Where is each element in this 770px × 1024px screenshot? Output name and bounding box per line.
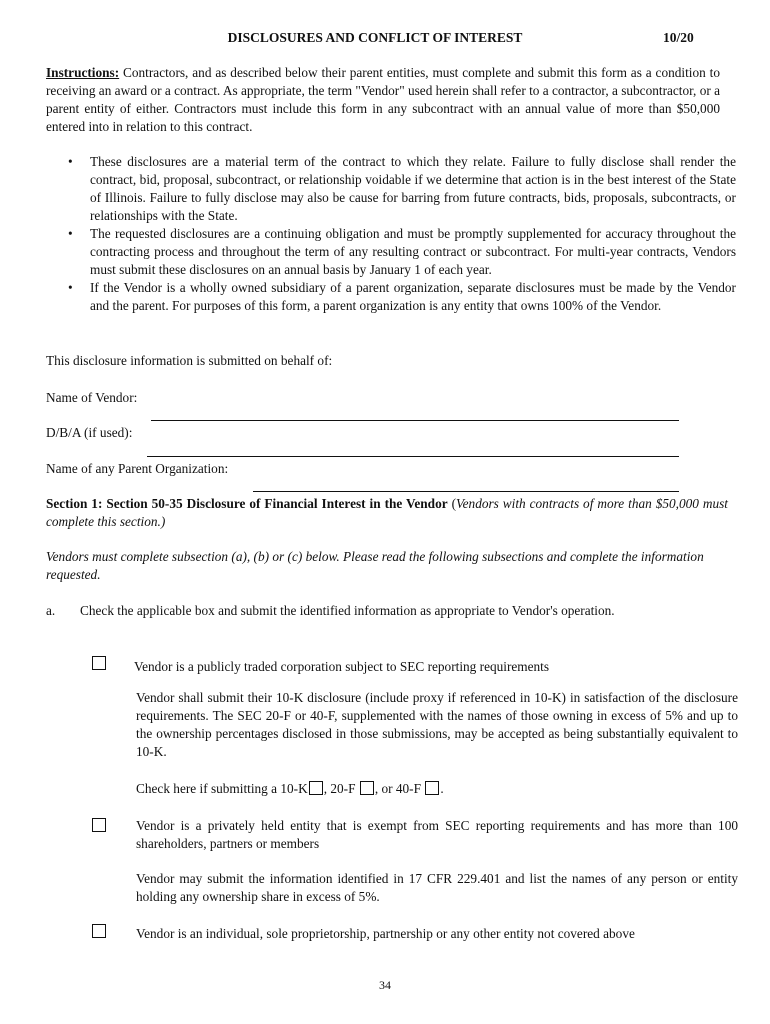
public-corporation-title: Vendor is a publicly traded corporation subject to SEC reporting requirements <box>134 659 550 674</box>
form-code: 10/20 <box>663 30 694 45</box>
public-corporation-description: Vendor shall submit their 10-K disclosure (include proxy if referenced in 10-K) in satisfaction of the disclosure requirements. The SEC 20-F or 40-F, supplemented with the names of those owning in excess of 5% and up to the ownership percentages disclosed in those submissions, may be accepted as being substantially equivalent to 10-K. <box>136 690 738 759</box>
private-entity-description: Vendor may submit the information identified in 17 CFR 229.401 and list the names of any person or entity holding any ownership share in excess of 5%. <box>136 871 738 904</box>
instructions-label: Instructions: <box>46 65 120 80</box>
bullet-icon: • <box>68 280 73 295</box>
private-entity-checkbox[interactable] <box>92 818 106 832</box>
dba-field[interactable] <box>147 456 679 457</box>
page-number: 34 <box>379 978 391 992</box>
submitted-on-behalf-text: This disclosure information is submitted on behalf of: <box>46 353 333 368</box>
bullet-item: • If the Vendor is a wholly owned subsidiary of a parent organization, separate disclosures must be made by the Vendor and the parent. For purposes of this form, a parent organization is any entity that owns 100% of the Vendor. <box>68 280 736 313</box>
bullet-icon: • <box>68 226 73 241</box>
vendor-name-field[interactable] <box>151 420 679 421</box>
parent-organization-label: Name of any Parent Organization: <box>46 461 229 476</box>
subsection-a-text: Check the applicable box and submit the identified information as appropriate to Vendor's operation. <box>80 603 615 618</box>
bullet-item: • The requested disclosures are a continuing obligation and must be promptly supplemented for accuracy throughout the contracting process and throughout the term of any resulting contract or subcontract. For multi-year contracts, Vendors must submit these disclosures on an annual basis by January 1 of each year. <box>68 226 736 277</box>
public-corporation-checkbox[interactable] <box>92 656 106 670</box>
form-title: DISCLOSURES AND CONFLICT OF INTEREST <box>227 30 523 45</box>
bullet-item: • These disclosures are a material term of the contract to which they relate. Failure to fully disclose shall render the contract, bid, proposal, subcontract, or relationship voidable if we determine that action is in the best interest of the State of Illinois. Failure to fully disclose may also be cause for barring from future contracts, bids, proposals, subcontracts, or relationships with the State. <box>68 154 736 223</box>
bullet-icon: • <box>68 154 73 169</box>
instructions-text: Contractors, and as described below their parent entities, must complete and submit this form as a condition to receiving an award or a contract. As appropriate, the term "Vendor" used herein shall refer to a contractor, a subcontractor, or a parent entity of either. Contractors must include this form in any subcontract with an annual value of more than $50,000 entered into in relation to this contract. <box>46 65 720 134</box>
disclosure-bullet-list <box>46 153 736 315</box>
vendor-name-label: Name of Vendor: <box>46 390 138 405</box>
section1-instructions: Vendors must complete subsection (a), (b) or (c) below. Please read the following subsections and complete the information requested. <box>46 549 704 582</box>
dba-label: D/B/A (if used): <box>46 425 133 440</box>
private-entity-title: Vendor is a privately held entity that is exempt from SEC reporting requirements and has more than 100 shareholders, partners or members <box>136 818 738 851</box>
subsection-a-label: a. <box>46 603 56 618</box>
10k-checkbox[interactable] <box>309 781 323 795</box>
individual-entity-title: Vendor is an individual, sole proprietorship, partnership or any other entity not covered above <box>136 926 635 941</box>
sec-form-check-line: Check here if submitting a 10-K , 20-F , or 40-F . <box>136 781 444 796</box>
individual-entity-checkbox[interactable] <box>92 924 106 938</box>
40f-checkbox[interactable] <box>425 781 439 795</box>
20f-checkbox[interactable] <box>360 781 374 795</box>
parent-organization-field[interactable] <box>253 491 679 492</box>
instructions-paragraph <box>46 64 720 136</box>
section1-heading: Section 1: Section 50-35 Disclosure of Financial Interest in the Vendor (Vendors with contracts of more than $50,000 must complete this section.) <box>46 496 728 529</box>
